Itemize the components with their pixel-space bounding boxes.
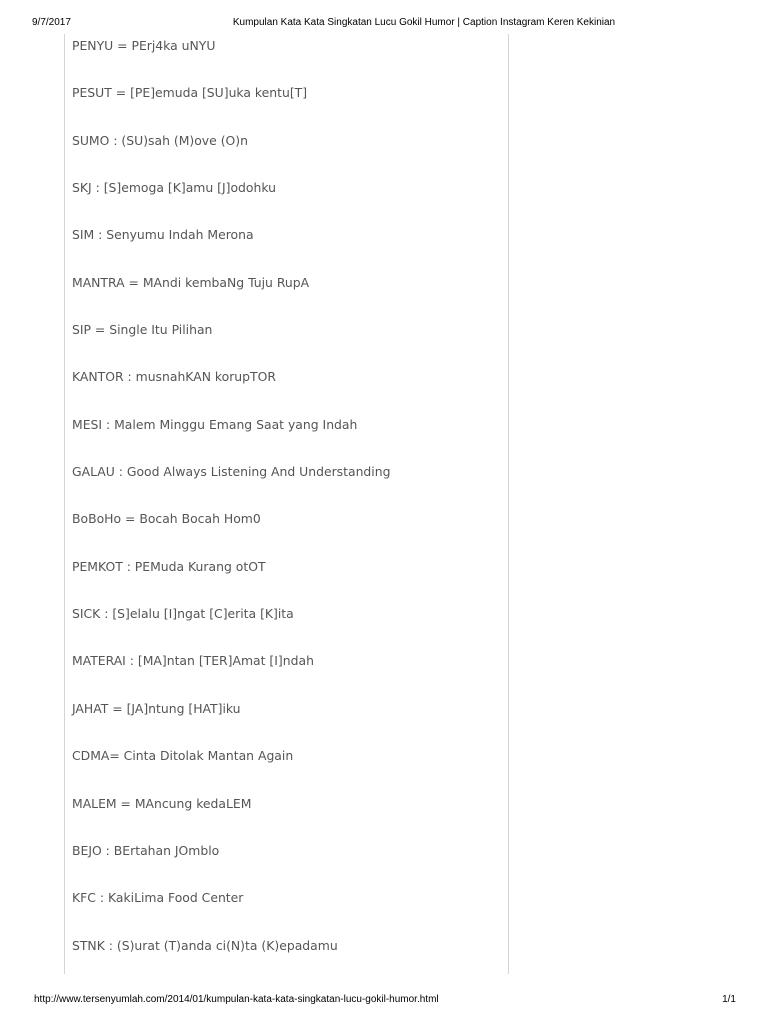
acronym-list (72, 37, 504, 984)
print-footer (34, 993, 736, 1007)
page-url: http://www.tersenyumlah.com/2014/01/kumpulan-kata-kata-singkatan-lucu-gokil-humor.html (34, 994, 439, 1005)
list-item: SIM : Senyumu Indah Merona (72, 227, 254, 243)
list-item: MANTRA = MAndi kembaNg Tuju RupA (72, 274, 310, 290)
list-item: KFC : KakiLima Food Center (72, 890, 244, 906)
content-frame (64, 34, 509, 974)
list-item: SICK : [S]elalu [I]ngat [C]erita [K]ita (72, 606, 294, 622)
list-item: PENYU = PErj4ka uNYU (72, 38, 216, 53)
list-item: PESUT = [PE]emuda [SU]uka kentu[T] (72, 85, 308, 101)
list-item: MALEM = MAncung kedaLEM (72, 795, 252, 811)
print-date: 9/7/2017 (32, 17, 71, 28)
list-item: MESI : Malem Minggu Emang Saat yang Indah (72, 416, 358, 432)
list-item: GALAU : Good Always Listening And Understanding (72, 464, 391, 480)
list-item: KANTOR : musnahKAN korupTOR (72, 369, 276, 385)
list-item: SIP = Single Itu Pilihan (72, 322, 213, 338)
list-item: CDMA= Cinta Ditolak Mantan Again (72, 748, 294, 764)
list-item: SUMO : (SU)sah (M)ove (O)n (72, 132, 248, 148)
print-header (32, 16, 736, 30)
page-number: 1/1 (722, 994, 736, 1005)
list-item: MATERAI : [MA]ntan [TER]Amat [I]ndah (72, 653, 314, 669)
list-item: STNK : (S)urat (T)anda ci(N)ta (K)epadamu (72, 937, 338, 953)
list-item: JAHAT = [JA]ntung [HAT]iku (72, 700, 241, 716)
list-item: PEMKOT : PEMuda Kurang otOT (72, 558, 266, 574)
list-item: BEJO : BErtahan JOmblo (72, 842, 220, 858)
page-title: Kumpulan Kata Kata Singkatan Lucu Gokil Humor | Caption Instagram Keren Kekinian (232, 17, 616, 28)
list-item: SKJ : [S]emoga [K]amu [J]odohku (72, 180, 276, 196)
list-item: BoBoHo = Bocah Bocah Hom0 (72, 511, 261, 527)
